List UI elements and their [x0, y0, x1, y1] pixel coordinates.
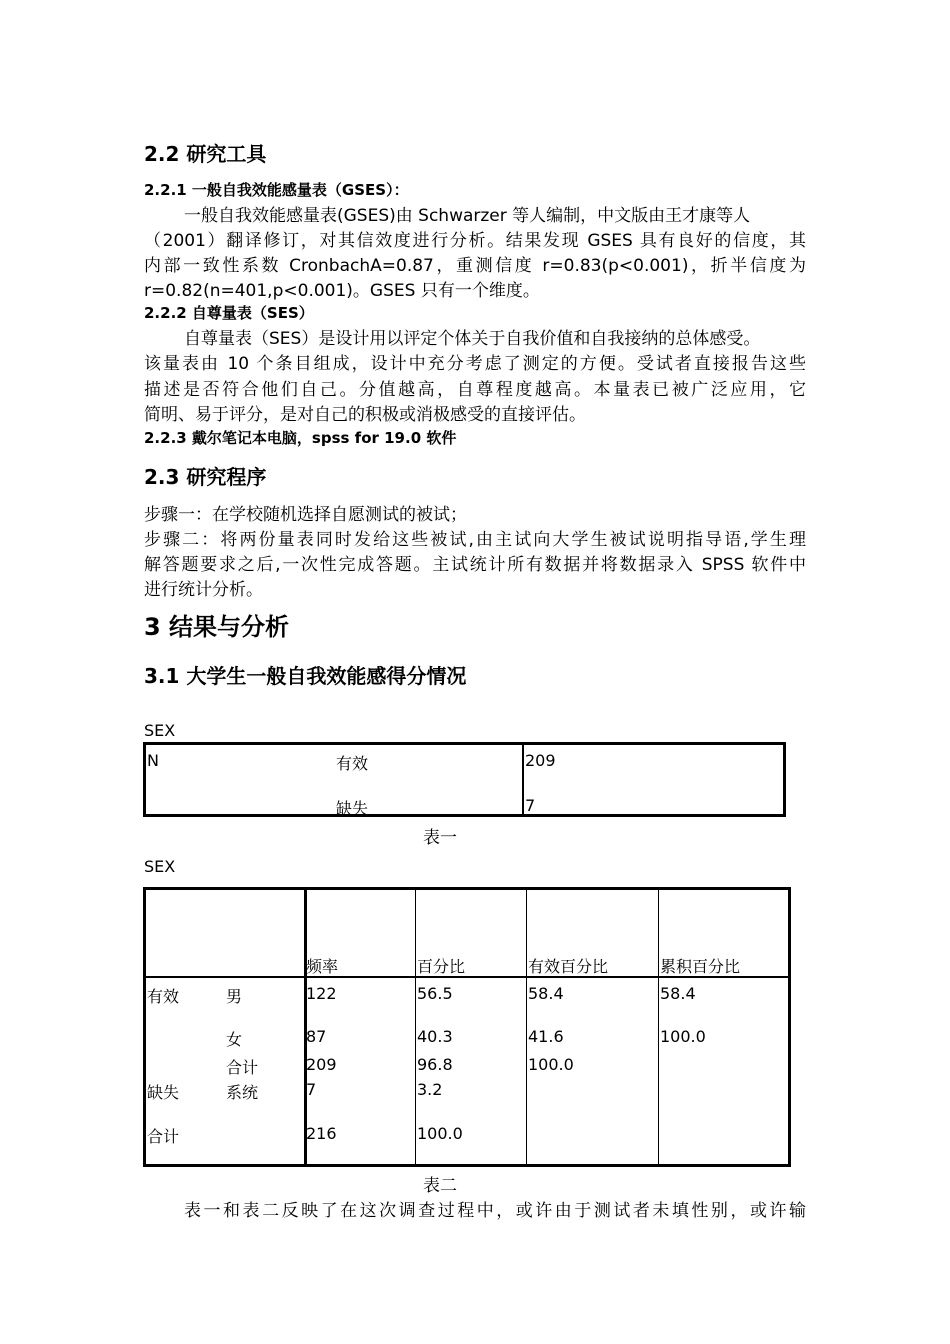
- section-3-1-title: 3.1 大学生一般自我效能感得分情况: [144, 664, 467, 688]
- table2-header-frequency: 频率: [306, 957, 339, 976]
- table2-cell-frequency: 216: [306, 1124, 337, 1143]
- table1-row-value: 209: [525, 751, 556, 770]
- table2-cell-percent: 100.0: [417, 1124, 463, 1143]
- gses-paragraph-line-3: 内部一致性系数 CronbachA=0.87，重测信度 r=0.83(p<0.001)，折半信度为: [144, 256, 806, 276]
- table2-cell-percent: 3.2: [417, 1080, 443, 1099]
- table2-cell-frequency: 209: [306, 1055, 337, 1074]
- ses-paragraph-line-2: 该量表由 10 个条目组成，设计中充分考虑了测定的方便。受试者直接报告这些: [144, 354, 806, 374]
- section-2-2-1-title: 2.2.1 一般自我效能感量表（GSES）：: [144, 181, 409, 199]
- table2-cell-valid-percent: 41.6: [528, 1027, 564, 1046]
- gses-paragraph-line-2: （2001）翻译修订，对其信效度进行分析。结果发现 GSES 具有良好的信度，其: [144, 231, 806, 251]
- gses-paragraph-line-4: r=0.82(n=401,p<0.001)。GSES 只有一个维度。: [144, 281, 540, 301]
- procedure-line-2: 步骤二：将两份量表同时发给这些被试,由主试向大学生被试说明指导语,学生理: [144, 530, 806, 550]
- procedure-line-4: 进行统计分析。: [144, 580, 263, 600]
- table2-cell-percent: 40.3: [417, 1027, 453, 1046]
- table1-row-value: 7: [525, 796, 536, 815]
- section-2-3-title: 2.3 研究程序: [144, 465, 267, 489]
- table1-row-name: 缺失: [336, 799, 369, 818]
- table2-row-group: 有效: [147, 987, 180, 1006]
- table1-caption: 表一: [423, 828, 457, 848]
- section-2-2-3-title: 2.2.3 戴尔笔记本电脑，spss for 19.0 软件: [144, 429, 457, 447]
- ses-paragraph-line-1: 自尊量表（SES）是设计用以评定个体关于自我价值和自我接纳的总体感受。: [184, 329, 761, 349]
- table2: [143, 887, 791, 1167]
- closing-paragraph-line: 表一和表二反映了在这次调查过程中，或许由于测试者未填性别，或许输: [184, 1201, 806, 1221]
- table2-cell-valid-percent: 58.4: [528, 984, 564, 1003]
- table2-row-item: 男: [226, 987, 243, 1006]
- table1-row-header: N: [147, 751, 159, 770]
- table1-row-name: 有效: [336, 754, 369, 773]
- table1-label: SEX: [144, 721, 176, 740]
- table2-cell-cumulative-percent: 58.4: [660, 984, 696, 1003]
- table2-cell-frequency: 122: [306, 984, 337, 1003]
- table2-caption: 表二: [423, 1176, 457, 1196]
- table2-header-cumulative-percent: 累积百分比: [660, 957, 741, 976]
- procedure-line-1: 步骤一：在学校随机选择自愿测试的被试；: [144, 505, 467, 525]
- table2-cell-percent: 56.5: [417, 984, 453, 1003]
- table2-label: SEX: [144, 857, 176, 876]
- table2-row-item: 女: [226, 1030, 243, 1049]
- section-3-title: 3 结果与分析: [144, 613, 290, 641]
- table2-header-valid-percent: 有效百分比: [528, 957, 609, 976]
- table2-row-group: 缺失: [147, 1083, 180, 1102]
- ses-paragraph-line-3: 描述是否符合他们自己。分值越高，自尊程度越高。本量表已被广泛应用，它: [144, 380, 806, 400]
- table2-cell-cumulative-percent: 100.0: [660, 1027, 706, 1046]
- ses-paragraph-line-4: 简明、易于评分，是对自己的积极或消极感受的直接评估。: [144, 405, 586, 425]
- table2-cell-frequency: 87: [306, 1027, 327, 1046]
- table2-row-item: 系统: [226, 1083, 259, 1102]
- table2-row-group: 合计: [147, 1127, 180, 1146]
- section-2-2-2-title: 2.2.2 自尊量表（SES）: [144, 304, 314, 322]
- table2-cell-percent: 96.8: [417, 1055, 453, 1074]
- table2-header-percent: 百分比: [417, 957, 466, 976]
- section-2-2-title: 2.2 研究工具: [144, 142, 267, 166]
- table2-row-item: 合计: [226, 1058, 259, 1077]
- table2-cell-valid-percent: 100.0: [528, 1055, 574, 1074]
- table2-cell-frequency: 7: [306, 1080, 317, 1099]
- procedure-line-3: 解答题要求之后,一次性完成答题。主试统计所有数据并将数据录入 SPSS 软件中: [144, 555, 806, 575]
- table1: [143, 742, 786, 817]
- gses-paragraph-line-1: 一般自我效能感量表(GSES)由 Schwarzer 等人编制，中文版由王才康等人: [184, 206, 751, 226]
